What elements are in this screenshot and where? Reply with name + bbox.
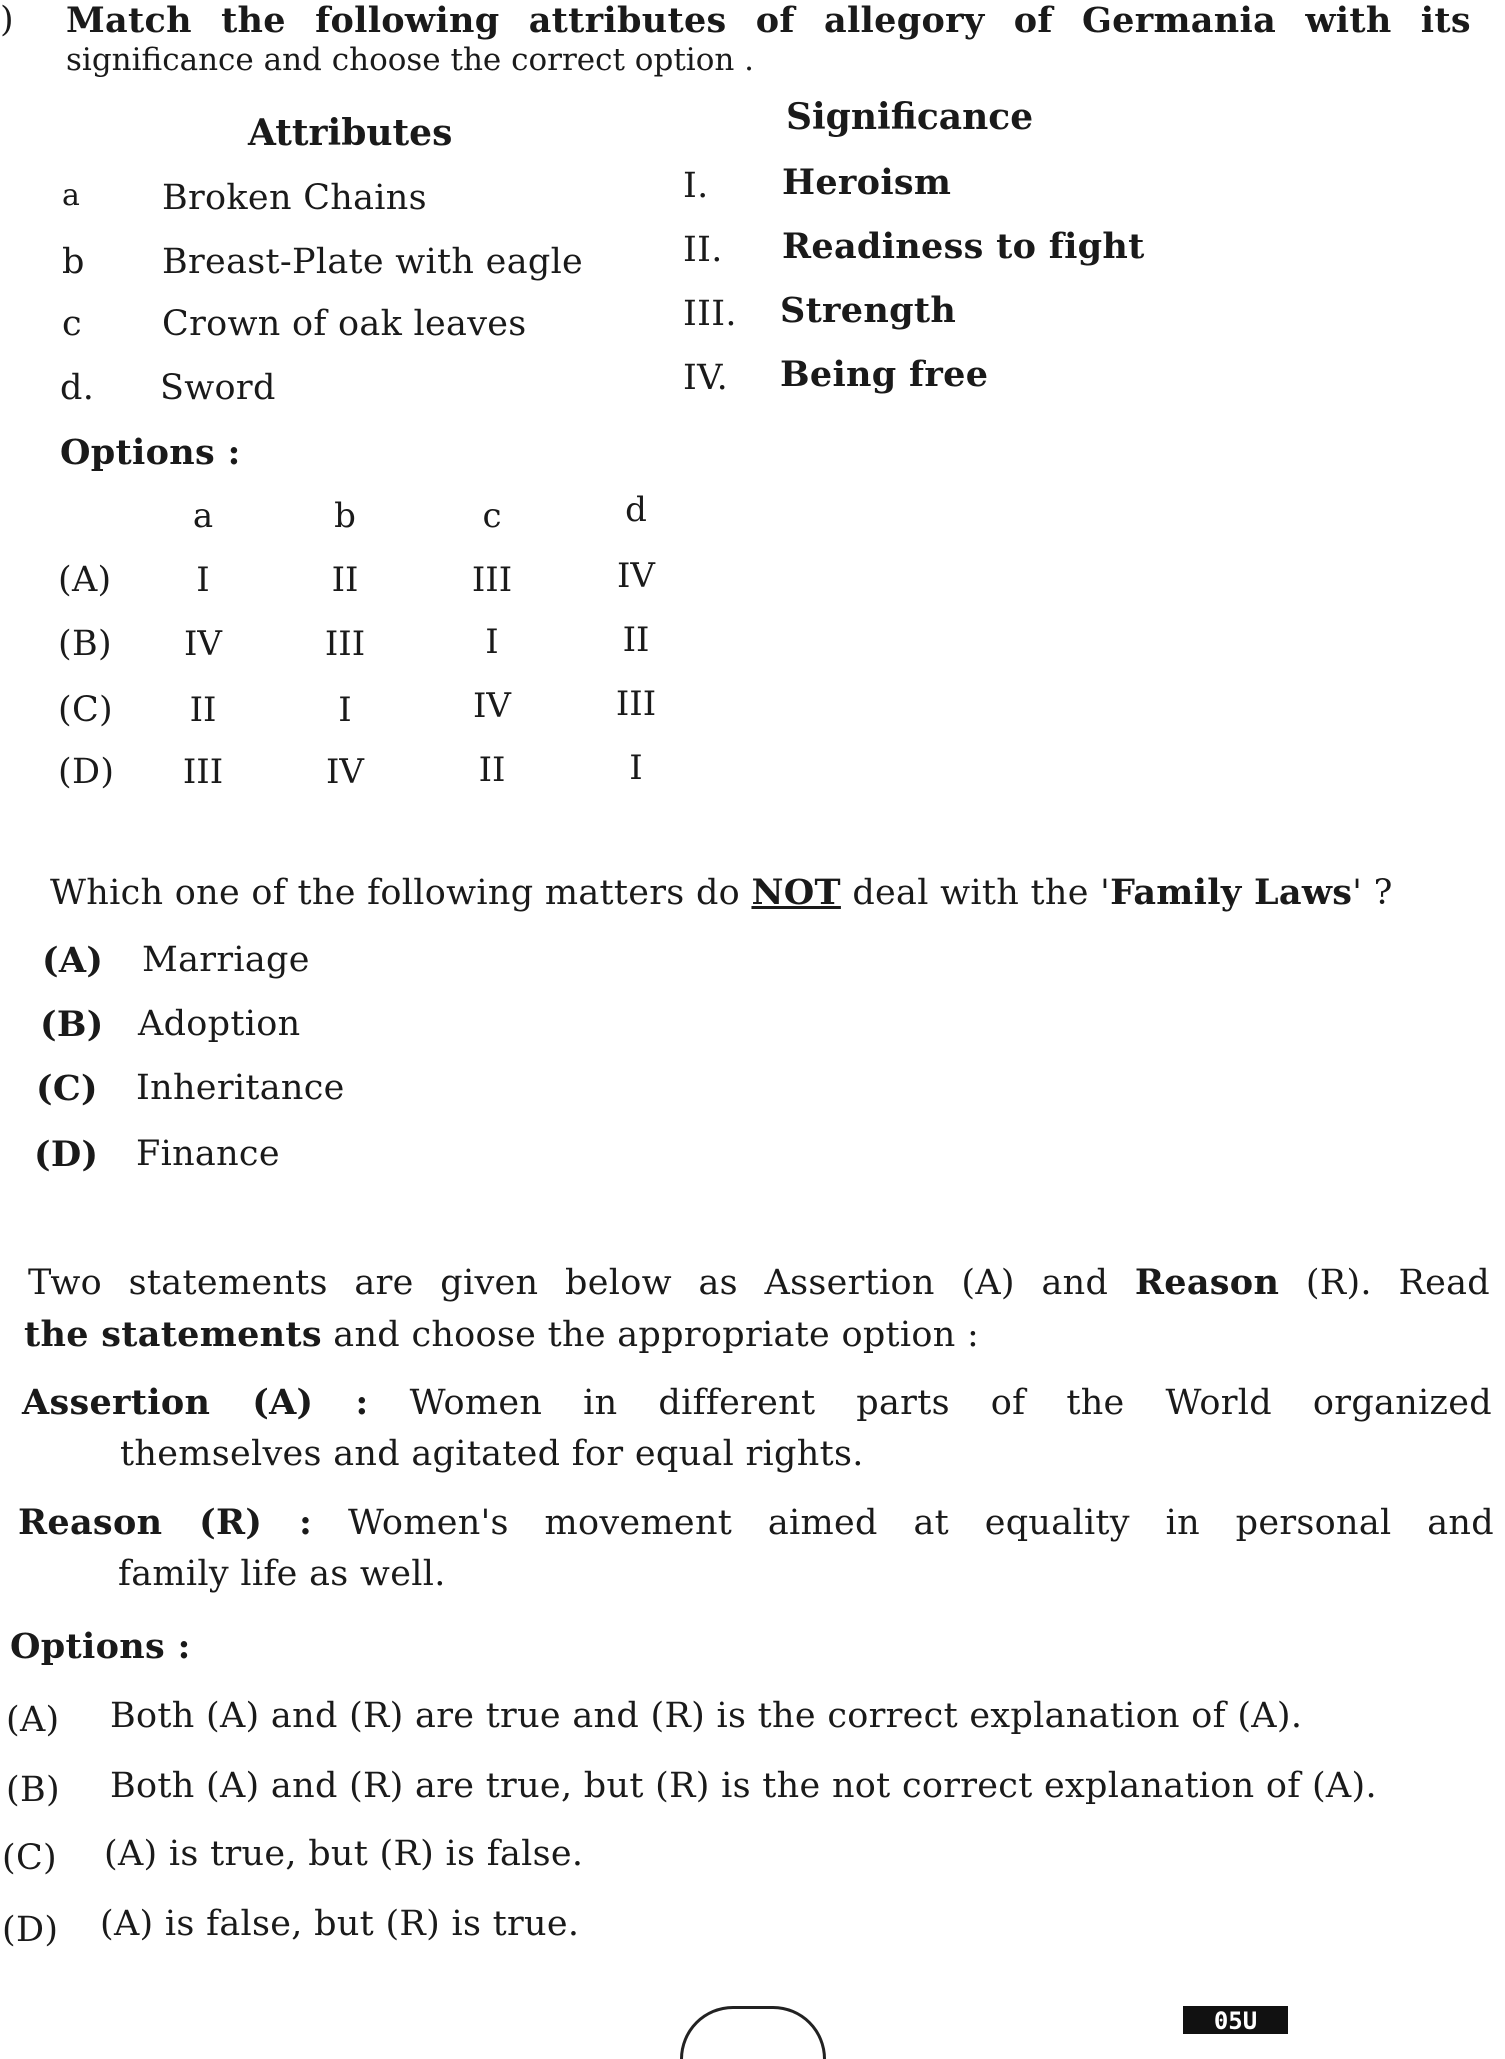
attribute-key: b [62, 242, 85, 282]
option-cell: II [622, 620, 650, 660]
reason-line-2: family life as well. [118, 1554, 446, 1594]
question-2-text-end: ' ? [1352, 873, 1393, 913]
question-1-number: ) [0, 0, 14, 40]
question-3-statements-word: the statements [24, 1314, 322, 1355]
question-1-word: Match [66, 0, 192, 41]
significance-header: Significance [786, 96, 1034, 138]
attribute-text: Sword [160, 368, 276, 408]
option-cell: II [189, 690, 217, 730]
question-3-intro-rest: and choose the appropriate option : [321, 1315, 980, 1355]
option-cell: II [478, 750, 506, 790]
option-cell: I [338, 690, 352, 730]
attribute-key: c [62, 304, 82, 344]
question-2-text-mid: deal with the ' [840, 873, 1111, 913]
question-2-family-laws: Family Laws [1110, 872, 1353, 913]
option-label[interactable]: (B) [6, 1770, 60, 1810]
option-label[interactable]: (A) [42, 940, 104, 981]
significance-key: II. [683, 230, 723, 270]
question-2-text-start: Which one of the following matters do [50, 873, 752, 913]
attributes-header: Attributes [248, 112, 453, 154]
option-cell: I [629, 748, 643, 788]
option-text[interactable]: Adoption [138, 1004, 301, 1044]
question-1-word: with [1305, 0, 1392, 41]
option-label[interactable]: (B) [58, 624, 112, 664]
question-1-word: the [221, 0, 286, 41]
option-cell: IV [617, 556, 655, 596]
option-label[interactable]: (B) [40, 1004, 104, 1045]
option-cell: III [615, 684, 657, 724]
options-column-header: b [334, 496, 356, 536]
option-label[interactable]: (C) [58, 690, 113, 730]
options-column-header: a [192, 496, 214, 536]
question-1-line-2: significance and choose the correct option . [66, 42, 755, 78]
significance-text: Being free [780, 354, 989, 395]
option-cell: I [485, 622, 499, 662]
question-1-word: attributes [528, 0, 727, 41]
option-text[interactable]: Marriage [142, 940, 310, 980]
option-cell: III [182, 752, 224, 792]
option-label[interactable]: (D) [34, 1134, 99, 1175]
option-cell: I [196, 560, 210, 600]
question-3-intro-line-1 [28, 1262, 1490, 1303]
question-1-line-1 [66, 0, 1471, 41]
option-label[interactable]: (C) [36, 1068, 98, 1109]
option-text[interactable]: (A) is false, but (R) is true. [100, 1904, 580, 1944]
option-cell: IV [184, 624, 222, 664]
option-text[interactable]: Finance [136, 1134, 280, 1174]
attribute-key: d. [60, 368, 95, 408]
significance-text: Heroism [782, 162, 952, 203]
question-2-text [50, 872, 1393, 913]
question-3-intro-end: (R). Read [1279, 1263, 1490, 1303]
question-1-word: following [315, 0, 500, 41]
option-cell: IV [326, 752, 364, 792]
significance-key: IV. [683, 358, 729, 398]
option-label[interactable]: (A) [58, 560, 112, 600]
question-2-not-emphasis: NOT [751, 872, 841, 913]
attribute-text: Crown of oak leaves [162, 304, 527, 344]
option-label[interactable]: (C) [2, 1838, 57, 1878]
significance-text: Readiness to fight [782, 226, 1145, 267]
attribute-text: Broken Chains [162, 178, 427, 218]
reason-label: Reason (R) : [18, 1502, 313, 1543]
paper-code: 05U [1183, 2006, 1288, 2034]
question-1-word: Germania [1081, 0, 1277, 41]
option-cell: II [331, 560, 359, 600]
attribute-text: Breast-Plate with eagle [162, 242, 584, 282]
option-cell: III [471, 560, 513, 600]
question-1-word: of [1013, 0, 1053, 41]
question-1-word: allegory [823, 0, 985, 41]
significance-text: Strength [780, 290, 957, 331]
option-label[interactable]: (D) [2, 1910, 59, 1950]
assertion-text: Women in different parts of the World organized [409, 1383, 1493, 1423]
option-label[interactable]: (D) [58, 752, 115, 792]
options-column-header: d [625, 490, 647, 530]
option-cell: III [324, 624, 366, 664]
question-3-intro-line-2 [24, 1314, 979, 1355]
option-cell: IV [473, 686, 511, 726]
significance-key: III. [683, 294, 737, 334]
question-1-word: of [755, 0, 795, 41]
question-3-options-label: Options : [10, 1626, 191, 1667]
option-text[interactable]: Both (A) and (R) are true, but (R) is the not correct explanation of (A). [110, 1766, 1377, 1806]
page-number-frame [680, 2006, 826, 2059]
option-text[interactable]: (A) is true, but (R) is false. [104, 1834, 584, 1874]
option-text[interactable]: Inheritance [136, 1068, 345, 1108]
option-text[interactable]: Both (A) and (R) are true and (R) is the correct explanation of (A). [110, 1696, 1303, 1736]
question-1-word: its [1420, 0, 1471, 41]
assertion-line-2: themselves and agitated for equal rights. [120, 1434, 864, 1474]
options-column-header: c [482, 496, 502, 536]
significance-key: I. [683, 166, 709, 206]
question-3-reason-word: Reason [1134, 1262, 1280, 1303]
options-label: Options : [60, 432, 241, 473]
reason-text: Women's movement aimed at equality in personal and [347, 1503, 1494, 1543]
option-label[interactable]: (A) [6, 1700, 60, 1740]
assertion-label: Assertion (A) : [22, 1382, 369, 1423]
assertion-line-1 [22, 1382, 1492, 1423]
attribute-key: a [62, 178, 81, 213]
question-3-intro-start: Two statements are given below as Assertion (A) and [28, 1263, 1135, 1303]
reason-line-1 [18, 1502, 1494, 1543]
